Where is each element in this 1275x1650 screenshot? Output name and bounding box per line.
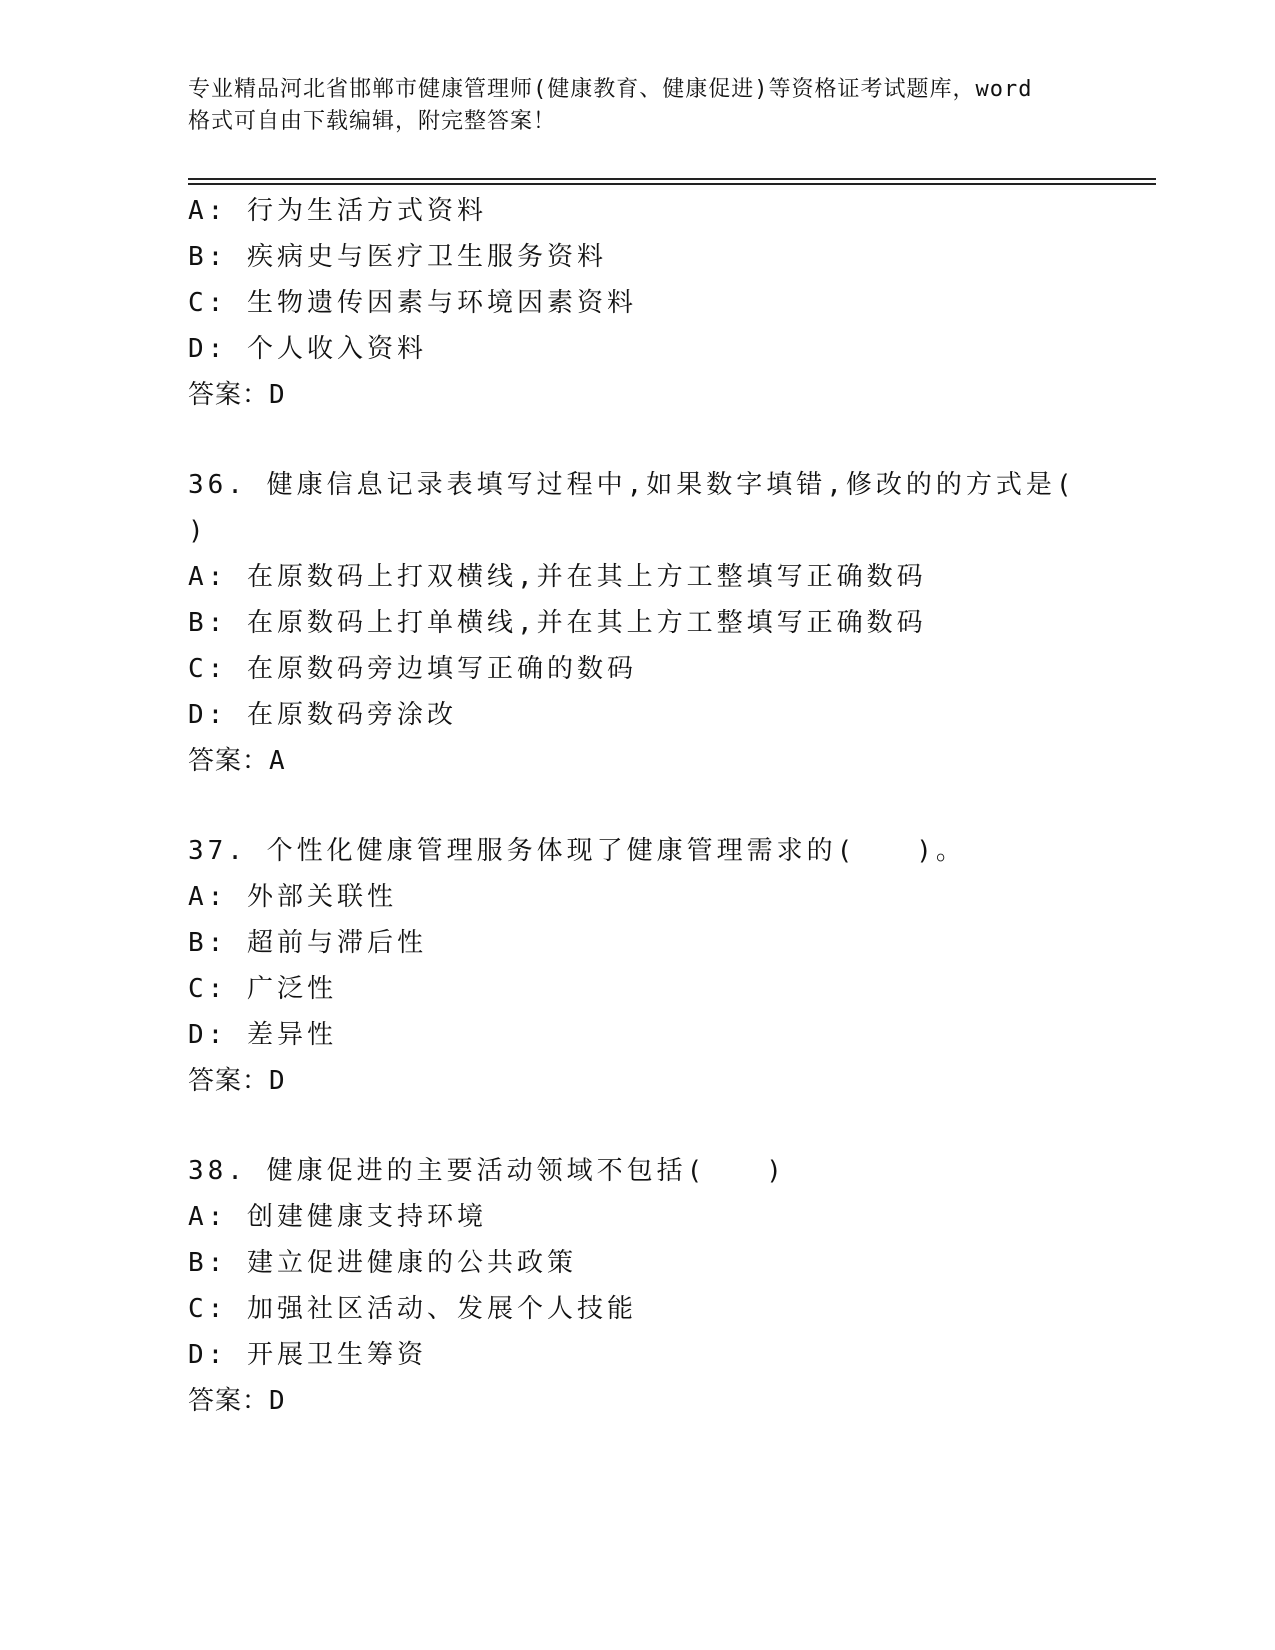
option-b: B: 建立促进健康的公共政策 bbox=[188, 1248, 577, 1278]
option-b: B: 超前与滞后性 bbox=[188, 928, 427, 958]
option-d: D: 开展卫生筹资 bbox=[188, 1340, 427, 1370]
option-b: B: 在原数码上打单横线,并在其上方工整填写正确数码 bbox=[188, 608, 927, 638]
answer: 答案：D bbox=[188, 380, 286, 410]
header-line-2: 格式可自由下载编辑，附完整答案！ bbox=[188, 109, 557, 134]
answer: 答案：D bbox=[188, 1066, 286, 1096]
option-d: D: 个人收入资料 bbox=[188, 334, 427, 364]
question-37 bbox=[188, 828, 1148, 1104]
option-d: D: 在原数码旁涂改 bbox=[188, 700, 457, 730]
question-35-partial bbox=[188, 188, 1148, 418]
answer: 答案：D bbox=[188, 1386, 286, 1416]
option-a: A: 在原数码上打双横线,并在其上方工整填写正确数码 bbox=[188, 562, 927, 592]
question-text: 37. 个性化健康管理服务体现了健康管理需求的( )。 bbox=[188, 836, 966, 866]
option-c: C: 广泛性 bbox=[188, 974, 337, 1004]
option-a: A: 外部关联性 bbox=[188, 882, 397, 912]
option-a: A: 创建健康支持环境 bbox=[188, 1202, 487, 1232]
option-c: C: 生物遗传因素与环境因素资料 bbox=[188, 288, 637, 318]
document-header bbox=[188, 74, 1088, 138]
question-list bbox=[188, 188, 1148, 1424]
header-rule-bottom bbox=[188, 183, 1156, 185]
header-line-1: 专业精品河北省邯郸市健康管理师(健康教育、健康促进)等资格证考试题库，word bbox=[188, 77, 1033, 102]
question-38 bbox=[188, 1148, 1148, 1424]
question-text: 38. 健康促进的主要活动领域不包括( ) bbox=[188, 1156, 786, 1186]
option-a: A: 行为生活方式资料 bbox=[188, 196, 487, 226]
question-text-continued: ) bbox=[188, 516, 208, 546]
question-36 bbox=[188, 462, 1148, 784]
question-text: 36. 健康信息记录表填写过程中,如果数字填错,修改的的方式是( bbox=[188, 470, 1076, 500]
option-c: C: 加强社区活动、发展个人技能 bbox=[188, 1294, 637, 1324]
header-rule-top bbox=[188, 178, 1156, 180]
option-c: C: 在原数码旁边填写正确的数码 bbox=[188, 654, 637, 684]
answer: 答案：A bbox=[188, 746, 286, 776]
option-d: D: 差异性 bbox=[188, 1020, 337, 1050]
option-b: B: 疾病史与医疗卫生服务资料 bbox=[188, 242, 607, 272]
